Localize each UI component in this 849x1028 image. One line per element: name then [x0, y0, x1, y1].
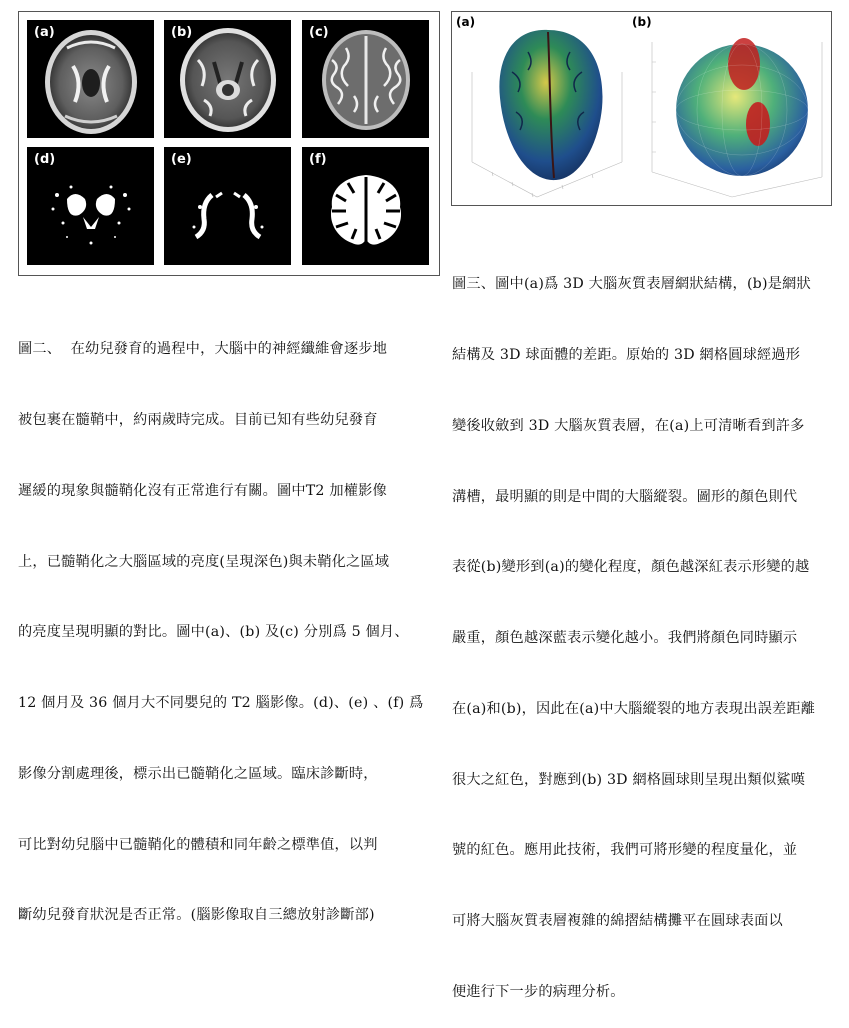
caption-line: 在(a)和(b)，因此在(a)中大腦縱裂的地方表現出誤差距離 — [452, 700, 816, 717]
caption-line: 變後收斂到 3D 大腦灰質表層，在(a)上可清晰看到許多 — [452, 417, 805, 434]
figure-3-plots — [452, 12, 831, 205]
panel-label-3b: (b) — [632, 15, 652, 29]
panel-label-c: (c) — [309, 25, 329, 40]
caption-line: 表從(b)變形到(a)的變化程度，顏色越深紅表示形變的越 — [452, 559, 810, 576]
caption-line: 很大之紅色，對應到(b) 3D 網格圓球則呈現出類似鯊嘆 — [452, 771, 806, 788]
caption-line: 結構及 3D 球面體的差距。原始的 3D 網格圓球經過形 — [452, 346, 801, 363]
caption-line: 號的紅色。應用此技術，我們可將形變的程度量化，並 — [452, 842, 798, 859]
caption-line: 12 個月及 36 個月大不同嬰兒的 T2 腦影像。(d)、(e) 、(f) 爲 — [18, 695, 424, 712]
mri-panel-a — [27, 20, 154, 138]
figure-2-mri-grid — [18, 11, 440, 276]
mri-panel-e — [164, 147, 291, 265]
deformation-sphere — [676, 38, 808, 176]
brain-mesh — [499, 30, 602, 180]
caption-line: 圖三、圖中(a)爲 3D 大腦灰質表層網狀結構，(b)是網狀 — [452, 276, 811, 293]
caption-line: 嚴重，顏色越深藍表示變化越小。我們將顏色同時顯示 — [452, 630, 798, 647]
mri-panel-f — [302, 147, 429, 265]
figure-2-caption — [18, 291, 443, 952]
mri-panel-d — [27, 147, 154, 265]
caption-line: 可比對幼兒腦中已髓鞘化的體積和同年齡之標準值，以判 — [18, 836, 378, 853]
caption-line: 便進行下一步的病理分析。 — [452, 984, 625, 1000]
panel-label-e: (e) — [171, 152, 192, 167]
mri-panel-b — [164, 20, 291, 138]
panel-label-a: (a) — [34, 25, 55, 40]
caption-line: 遲緩的現象與髓鞘化沒有正常進行有關。圖中T2 加權影像 — [18, 482, 387, 499]
caption-line: 上，已髓鞘化之大腦區域的亮度(呈現深色)與未鞘化之區域 — [18, 553, 390, 570]
figure-3-caption — [452, 226, 836, 1028]
caption-line: 溝槽，最明顯的則是中間的大腦縱裂。圖形的顏色則代 — [452, 488, 798, 505]
caption-line: 影像分割處理後，標示出已髓鞘化之區域。臨床診斷時， — [18, 765, 378, 782]
figure-3-brain-mesh — [451, 11, 832, 206]
panel-label-d: (d) — [34, 152, 56, 167]
caption-line: 被包裹在髓鞘中，約兩歲時完成。目前已知有些幼兒發育 — [18, 411, 378, 428]
caption-line: 斷幼兒發育狀況是否正常。(腦影像取自三總放射診斷部) — [18, 907, 375, 924]
panel-label-f: (f) — [309, 152, 327, 167]
caption-line: 可將大腦灰質表層複雜的綿摺結構攤平在圓球表面以 — [452, 913, 783, 930]
panel-label-b: (b) — [171, 25, 193, 40]
caption-line: 的亮度呈現明顯的對比。圖中(a)、(b) 及(c) 分別爲 5 個月、 — [18, 624, 409, 641]
caption-line: 圖二、 在幼兒發育的過程中，大腦中的神經纖維會逐步地 — [18, 341, 388, 358]
panel-label-3a: (a) — [456, 15, 476, 29]
mri-panel-grid — [27, 20, 429, 265]
mri-panel-c — [302, 20, 429, 138]
